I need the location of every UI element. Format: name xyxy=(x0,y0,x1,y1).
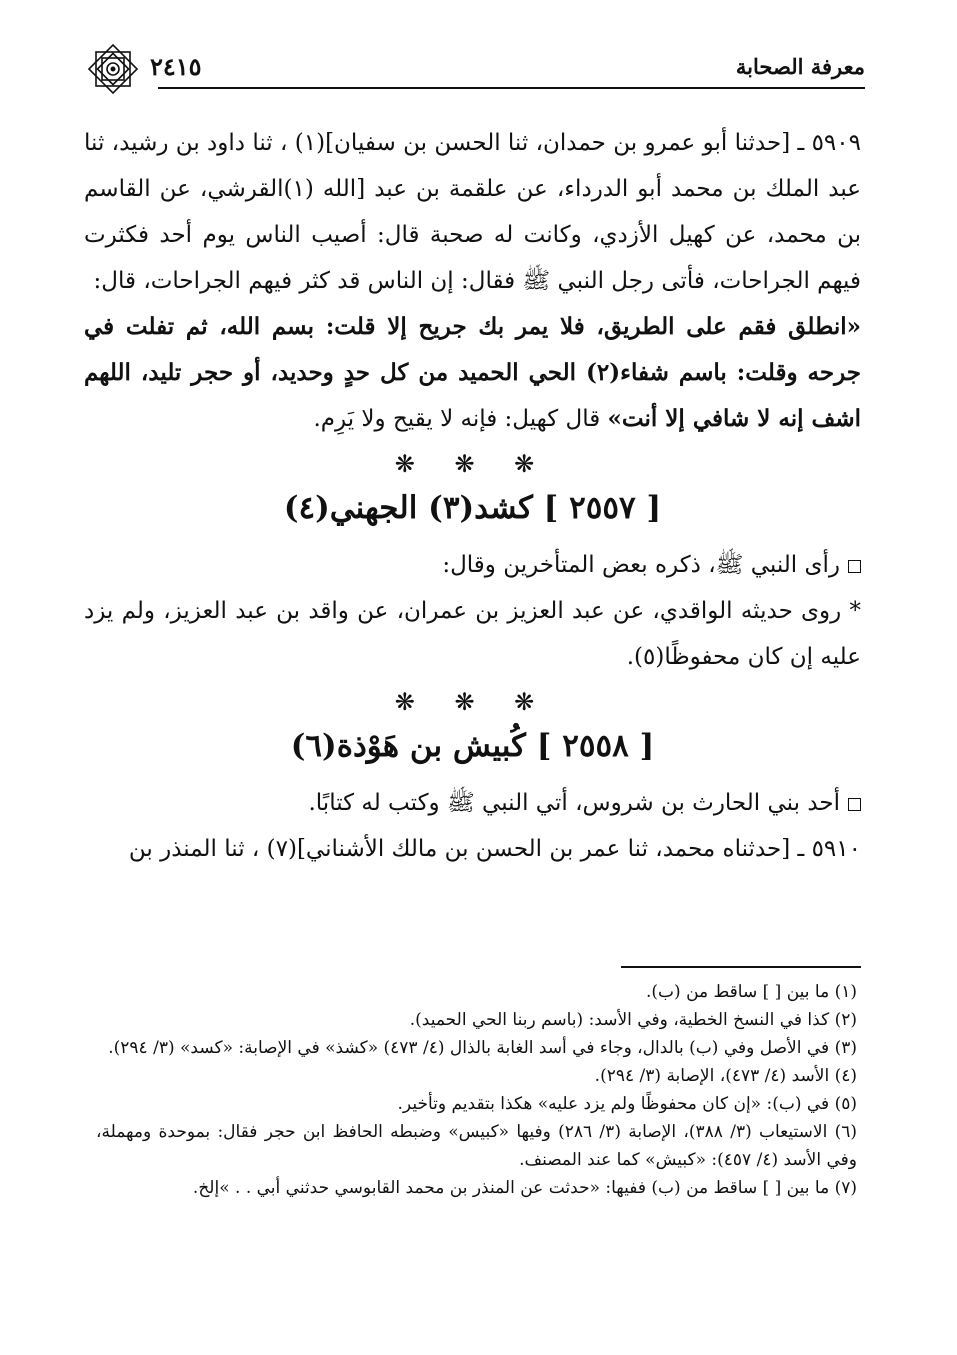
running-title: معرفة الصحابة xyxy=(735,54,865,79)
entry-2557-note-text: رأى النبي ﷺ، ذكره بعض المتأخرين وقال: xyxy=(442,552,840,578)
footnote-1: (١) ما بين [ ] ساقط من (ب). xyxy=(646,982,857,1002)
footnote-2: (٢) كذا في النسخ الخطية، وفي الأسد: (باسم ربنا الحي الحميد). xyxy=(409,1010,857,1030)
square-bullet-icon xyxy=(848,560,861,573)
section-separator: ❋ ❋ ❋ xyxy=(394,688,551,716)
square-bullet-icon xyxy=(848,798,861,811)
entry-2557-note xyxy=(84,542,861,588)
footnote-7: (٧) ما بين [ ] ساقط من (ب) ففيها: «حدثت عن المنذر بن محمد القابوسي حدثني أبي . . »إلخ. xyxy=(192,1178,857,1198)
hadith-5910: ٥٩١٠ ـ [حدثناه محمد، ثنا عمر بن الحسن بن مالك الأشناني](٧) ، ثنا المنذر بن xyxy=(128,836,861,862)
footnote-6: (٦) الاستيعاب (٣/ ٣٨٨)، الإصابة (٣/ ٢٨٦) وفيها «كبيس» وضبطه الحافظ ابن حجر فقال: بموحدة ومهملة، وفي الأسد (٤/ ٤٥٧): «كبيش» كما عند المصنف. xyxy=(96,1122,857,1170)
section-separator: ❋ ❋ ❋ xyxy=(394,450,551,478)
entry-title-2557: [ ٢٥٥٧ ] كشد(٣) الجهني(٤) xyxy=(283,490,662,526)
footnote-3: (٣) في الأصل وفي (ب) بالدال، وجاء في أسد الغابة بالذال (٤/ ٤٧٣) «كشذ» في الإصابة: «كسد» (٣/ ٢٩٤). xyxy=(108,1038,857,1058)
entry-2558-note xyxy=(84,780,861,826)
footnote-5: (٥) في (ب): «إن كان محفوظًا ولم يزد عليه» هكذا بتقديم وتأخير. xyxy=(397,1094,857,1114)
footnote-4: (٤) الأسد (٤/ ٤٧٣)، الإصابة (٣/ ٢٩٤). xyxy=(594,1066,857,1086)
footnote-rule xyxy=(621,966,861,968)
star-ornament-icon xyxy=(84,40,142,98)
entry-title-2558: [ ٢٥٥٨ ] كُبيش بن هَوْذة(٦) xyxy=(290,728,655,764)
page-number: ٢٤١٥ xyxy=(150,52,202,81)
header-rule xyxy=(158,87,865,89)
supplication-text: «انطلق فقم على الطريق، فلا يمر بك جريح إلا قلت: بسم الله، ثم تفلت في جرحه وقلت: باسم شفاء(٢) الحي الحميد من كل حدٍ وحديد، أو حجر تليد، اللهم اشف إنه لا شافي إلا أنت» xyxy=(84,313,861,432)
supplication-remark: قال كهيل: فإنه لا يقيح ولا يَرِم. xyxy=(313,406,608,432)
supplication-paragraph xyxy=(84,304,861,442)
entry-2558-note-text: أحد بني الحارث بن شروس، أتي النبي ﷺ وكتب له كتابًا. xyxy=(308,790,840,816)
entry-2557-narration: * روى حديثه الواقدي، عن عبد العزيز بن عمران، عن واقد بن عبد العزيز، ولم يزد عليه إن كان محفوظًا(٥). xyxy=(84,598,861,670)
page-header xyxy=(84,40,865,80)
main-text xyxy=(84,120,861,872)
hadith-5909: ٥٩٠٩ ـ [حدثنا أبو عمرو بن حمدان، ثنا الحسن بن سفيان](١) ، ثنا داود بن رشيد، ثنا عبد الملك بن محمد أبو الدرداء، عن علقمة بن عبد [الله (١)القرشي، عن القاسم بن محمد، عن كهيل الأزدي، وكانت له صحبة قال: أصيب الناس يوم أحد فكثرت فيهم الجراحات، فأتى رجل النبي ﷺ فقال: إن الناس قد كثر فيهم الجراحات، قال: xyxy=(84,130,861,294)
footnotes xyxy=(96,978,857,1202)
